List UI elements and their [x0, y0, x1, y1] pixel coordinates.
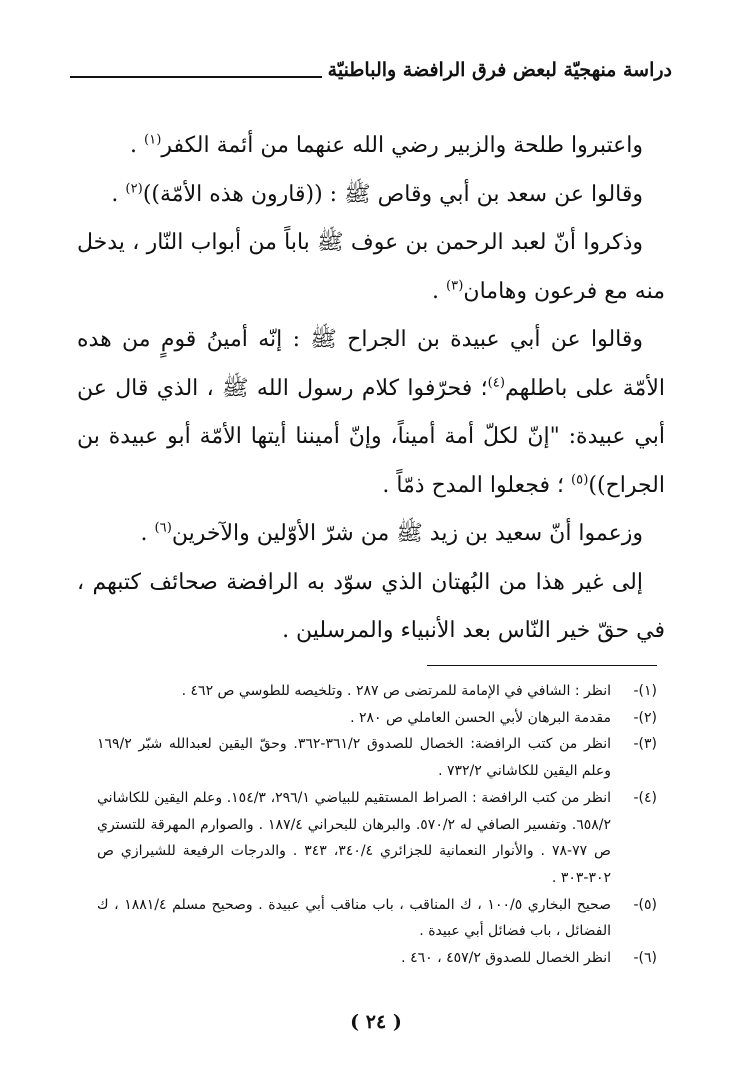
paragraph: وذكروا أنّ لعبد الرحمن بن عوف ﷺ باباً من أبواب النّار ، يدخل منه مع فرعون وهامان$^{(٣)}$ .	[77, 230, 665, 304]
running-header	[70, 58, 672, 82]
paragraph: وزعموا أنّ سعيد بن زيد ﷺ من شرّ الأوّلين والآخرين$^{(٦)}$ .	[140, 520, 643, 546]
footnote	[97, 892, 657, 945]
footnote-separator	[427, 665, 657, 666]
footnote-text: انظر من كتب الرافضة : الصراط المستقيم للبياضي ٢٩٦/١، ١٥٤/٣. وعلم اليقين للكاشاني ٦٥٨/٢. وتفسير الصافي له ٥٧٠/٢. والبرهان للبحراني ١٨٧/٤ . والصوارم المهرقة للتستري ص ٧٧-٧٨ . والأنوار النعمانية للجزائري ٣٤٠/٤، ٣٤٣ . والدرجات الرفيعة للشيرازي ص ٣٠٢-٣٠٣ .	[97, 789, 612, 886]
footnote	[97, 731, 657, 784]
footnote-ref: (٤)	[487, 375, 505, 391]
footnote-number: (٦)-	[633, 950, 657, 967]
footnote-number: (٣)-	[633, 736, 657, 753]
footnote-number: (١)-	[633, 683, 657, 699]
footnote-ref: (٣)	[446, 278, 464, 294]
footnote	[97, 945, 657, 972]
footnote-text: انظر من كتب الرافضة: الخصال للصدوق ٣٦١/٢-٣٦٢. وحقّ اليقين لعبدالله شبّر ١٦٩/٢ وعلم اليقين للكاشاني ٧٣٢/٢ .	[97, 736, 611, 780]
page-number: ( ٢٤ )	[350, 1011, 402, 1033]
footnote-number: (٤)-	[633, 789, 657, 806]
footnote-text: مقدمة البرهان لأبي الحسن العاملي ص ٢٨٠ .	[350, 709, 611, 726]
footnote-text: صحيح البخاري ١٠٠/٥ ، ك المناقب ، باب مناقب أبي عبيدة . وصحيح مسلم ١٨٨١/٤ ، ك الفضائل ، باب فضائل أبي عبيدة .	[97, 896, 611, 940]
main-text	[77, 122, 665, 656]
footnote	[97, 785, 657, 892]
paragraph: وقالوا عن سعد بن أبي وقاص ﷺ : ((قارون هذه الأمّة))$^{(٢)}$ .	[111, 181, 643, 207]
paragraph: وقالوا عن أبي عبيدة بن الجراح ﷺ : إنّه أمينُ قومٍ من هده الأمّة على باطلهم$^{(٤)}$؛ فحرّفوا كلام رسول الله ﷺ ، الذي قال عن أبي عبيدة: "إنّ لكلّ أمة أميناً، وإنّ أميننا أيتها الأمّة أبو عبيدة بن الجراح))$^{(٥)}$ ؛ فجعلوا المدح ذمّاً .	[77, 327, 665, 498]
footnote-number: (٥)-	[633, 896, 657, 913]
footnote	[97, 678, 657, 705]
paragraph: واعتبروا طلحة والزبير رضي الله عنهما من أئمة الكفر$^{(١)}$ .	[129, 132, 643, 158]
footnote-text: انظر : الشافي في الإمامة للمرتضى ص ٢٨٧ . وتلخيصه للطوسي ص ٤٦٢ .	[181, 683, 611, 699]
footnote-ref: (٥)	[570, 472, 589, 488]
footnote-text: انظر الخصال للصدوق ٤٥٧/٢ ، ٤٦٠ .	[401, 950, 611, 967]
footnote-number: (٢)-	[633, 709, 657, 726]
footnotes	[97, 678, 657, 972]
header-rule	[70, 76, 322, 78]
paragraph: إلى غير هذا من البُهتان الذي سوّد به الرافضة صحائف كتبهم ، في حقّ خير النّاس بعد الأنبياء والمرسلين .	[77, 569, 665, 643]
running-title: دراسة منهجيّة لبعض فرق الرافضة والباطنيّة	[327, 59, 672, 81]
footnote-ref: (٢)	[125, 181, 143, 197]
footnote-ref: (١)	[143, 132, 162, 148]
footnote-ref: (٦)	[154, 520, 172, 536]
footnote	[97, 705, 657, 732]
